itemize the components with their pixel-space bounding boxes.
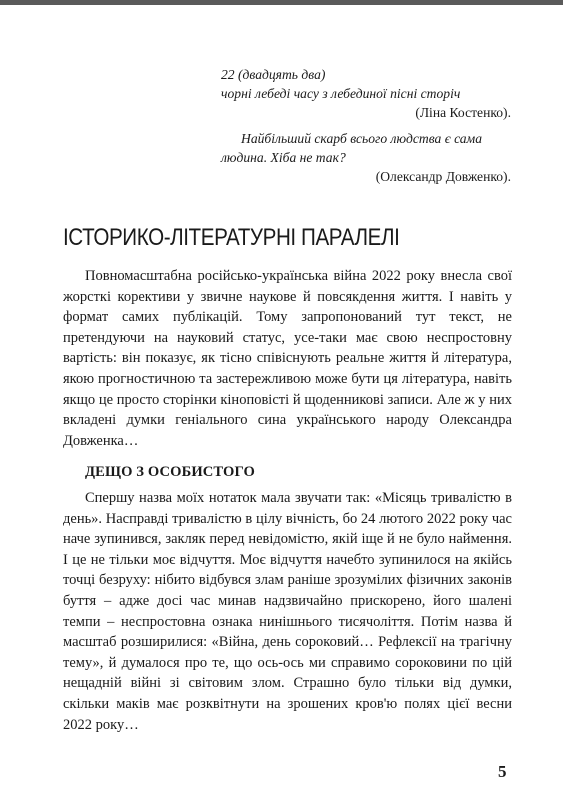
epigraph-kostenko [221,65,511,122]
epigraph-line: Найбільший скарб всього людства є сама [241,131,483,146]
epigraph-source: (Ліна Костенко). [415,105,511,120]
epigraph-line: 22 (двадцять два) [221,67,326,82]
page-number: 5 [498,762,507,781]
epigraph-line: чорні лебеді часу з лебединої пісні сторіч [221,86,461,101]
body-paragraph: Спершу назва моїх нотаток мала звучати так: «Місяць тривалістю в день». Насправді тривалістю в цілу вічність, бо 24 лютого 2022 року час наче зупинився, закляк перед невідомістю, якій іще й не було наймення. І це не тільки моє відчуття. Моє відчуття начебто зупинилося на якійсь точці безруху: нібито відбувся злам раніше зрозумілих фізичних законів буття – адже досі час минав надзвичайно прискорено, його шалені темпи – неспростовна ознака нинішнього тисячоліття. Потім назва й масштаб розширилися: «Війна, день сороковий… Рефлексії на трагічну тему», й думалося про те, що ось-ось ми справимо сороковини по цій нещадній війні зі світовим злом. Страшно було тільки від думки, скільки маків має розквітнути на зрошених кров'ю полях цієї весни 2022 року… [63,490,512,733]
epigraph-line: людина. Хіба не так? [221,150,346,165]
epigraph-dovzhenko [221,129,511,186]
section-title: ІСТОРИКО-ЛІТЕРАТУРНІ ПАРАЛЕЛІ [63,224,400,251]
epigraph-source: (Олександр Довженко). [375,169,511,184]
top-border [0,0,563,5]
subsection-title: ДЕЩО З ОСОБИСТОГО [85,464,255,480]
intro-paragraph: Повномасштабна російсько-українська війна 2022 року внесла свої жорсткі корективи у звичне наукове й повсякдення життя. І навіть у формат самих публікацій. Тому запропонований тут текст, не претендуючи на науковий статус, усе-таки має свою неспростовну вартість: він показує, як тісно співіснують реальне життя й література, якою прогностичною та застережливою може бути ця література, навіть якщо це просто сторінки кіноповісті й щоденникові записи. Але ж у них вкладені думки геніального сина українського народу Олександра Довженка… [63,268,512,449]
